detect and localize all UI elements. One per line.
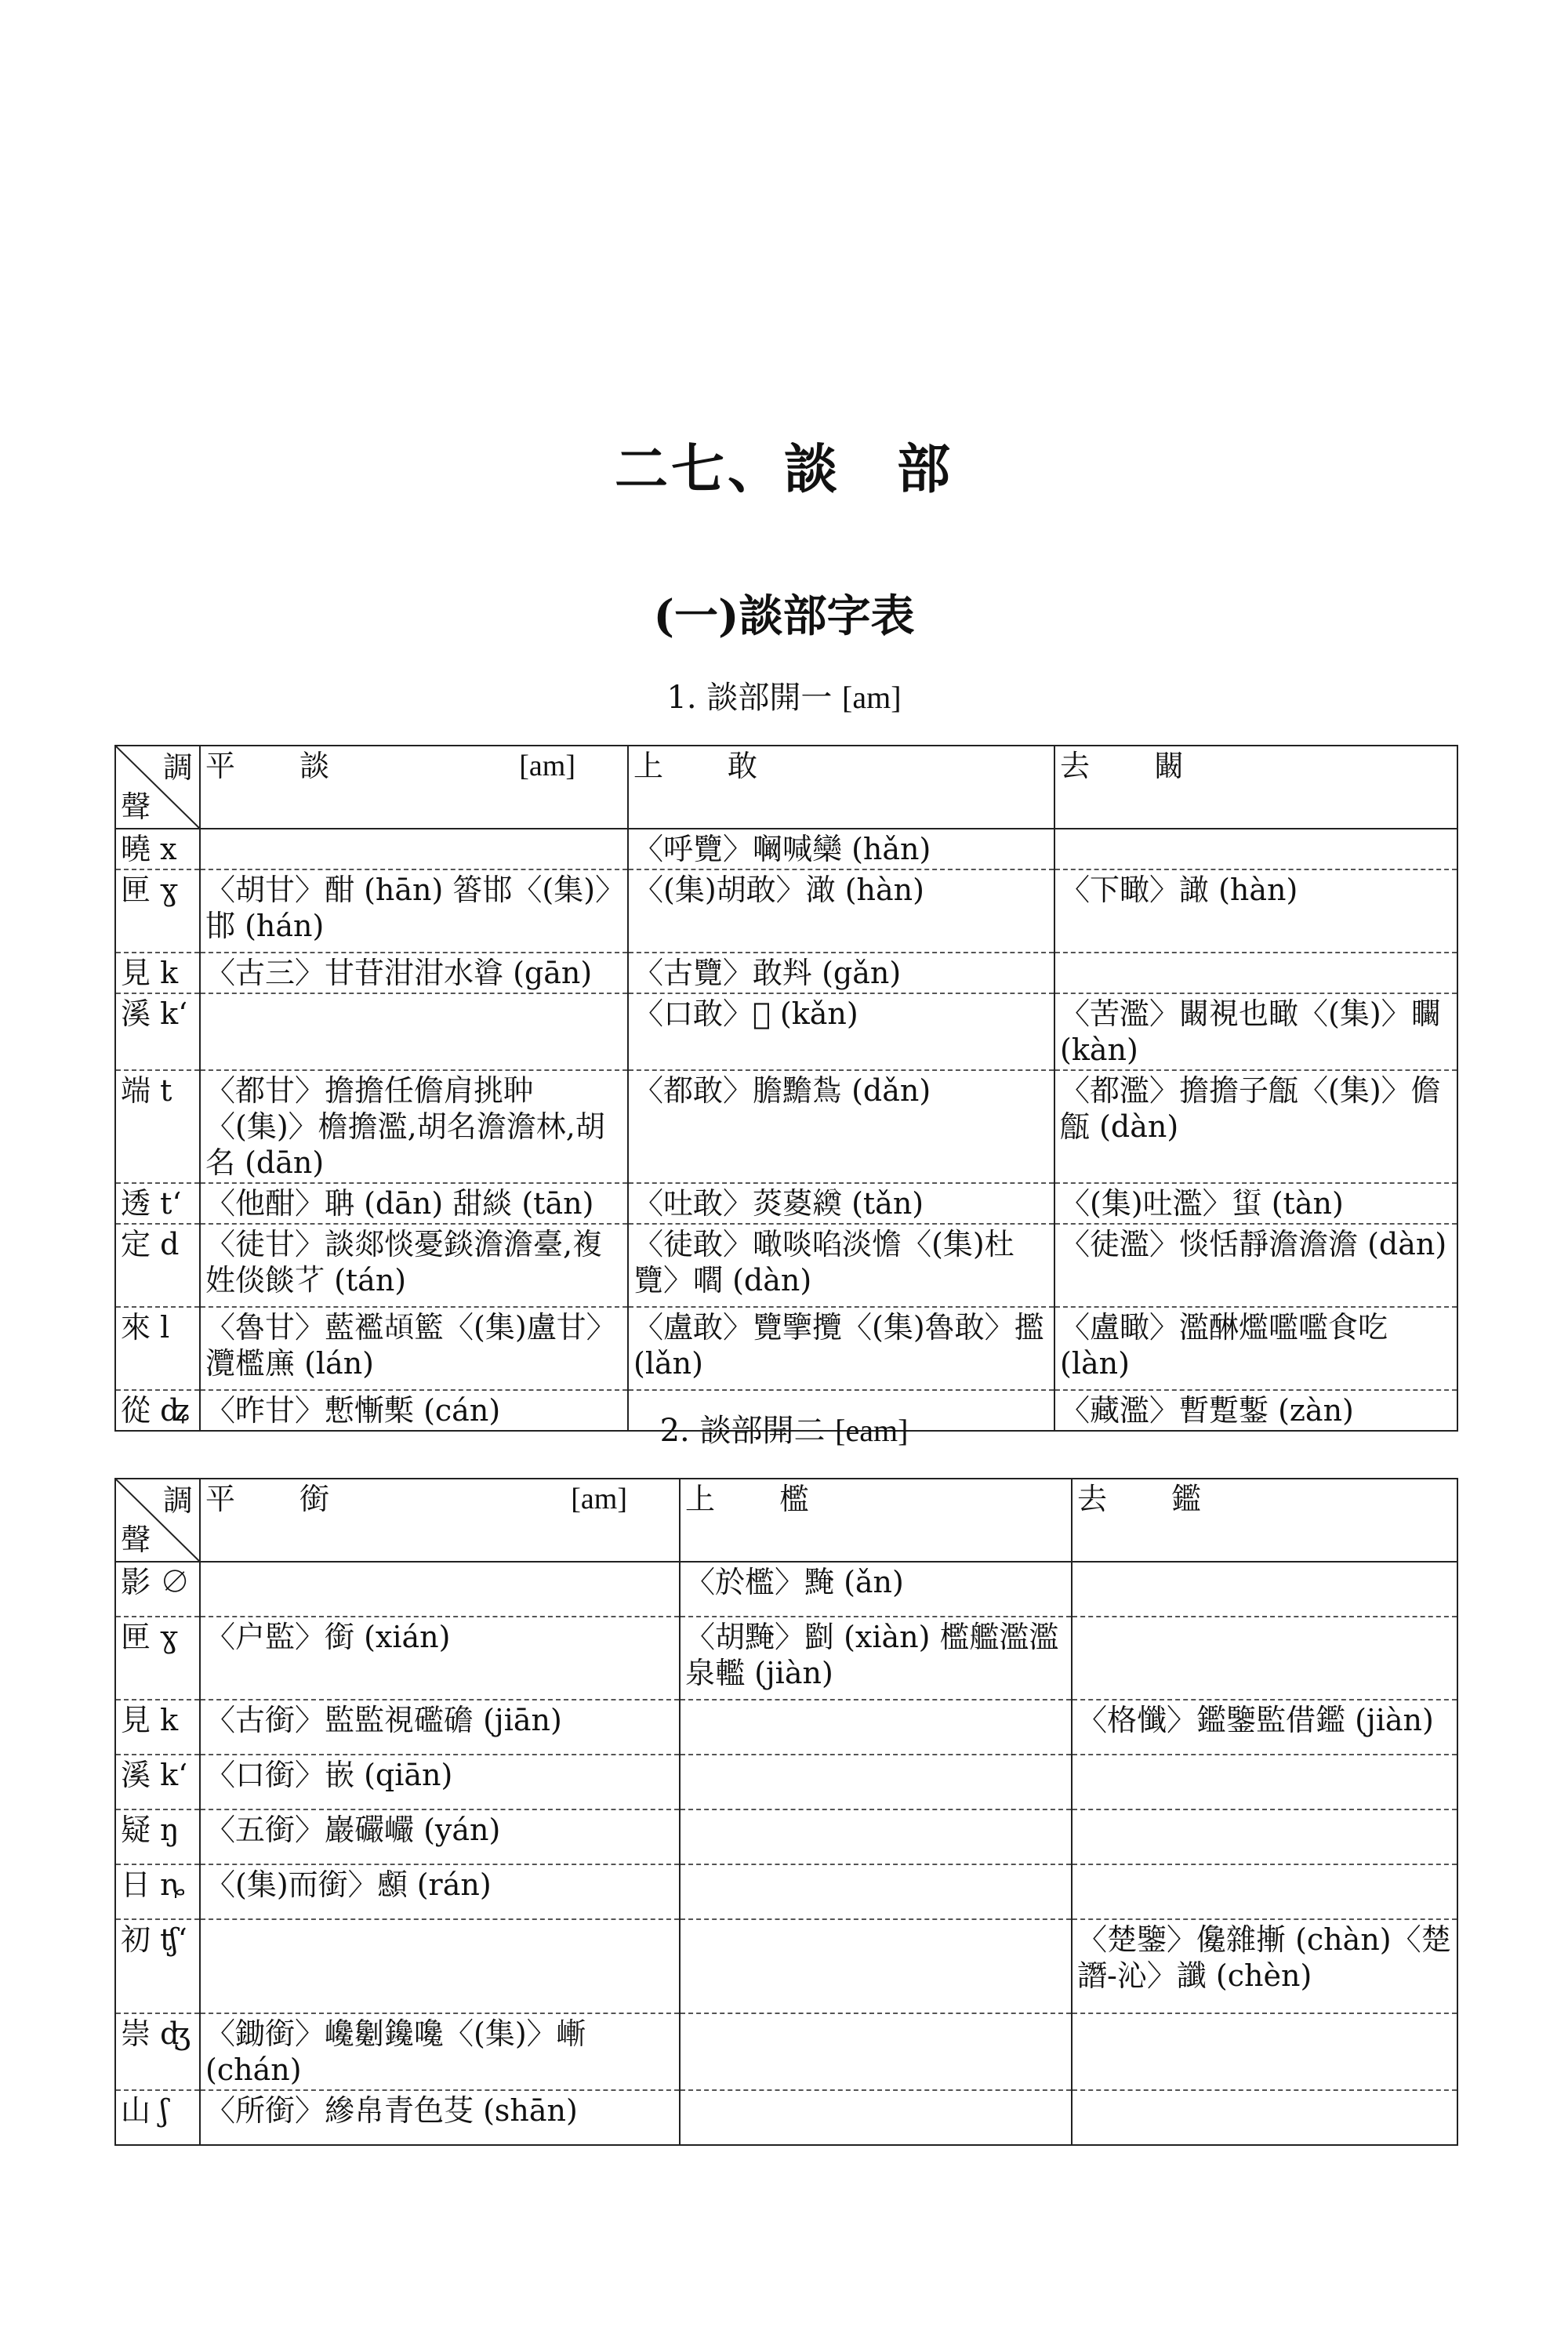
rhyme-cell: [1072, 1755, 1457, 1809]
rhyme-cell: [1072, 1617, 1457, 1700]
rhyme-cell: 〈於檻〉黤 (ǎn): [680, 1562, 1072, 1617]
col-ipa: [am]: [571, 1483, 627, 1515]
rhyme-cell: 〈(集)胡敢〉澉 (hàn): [628, 869, 1054, 953]
col-header-qu: [1054, 746, 1457, 829]
rhyme-cell: 〈都甘〉擔擔任儋肩挑𦕏〈(集)〉檐擔濫,胡名澹澹林,胡名 (dān): [200, 1070, 628, 1183]
rhyme-cell: 〈呼覽〉㘎喊欒 (hǎn): [628, 829, 1054, 869]
rhyme-cell: [680, 1919, 1072, 2013]
col-tone: 平: [205, 1482, 236, 1516]
rhyme-cell: 〈吐敢〉菼葼𦅆 (tǎn): [628, 1183, 1054, 1224]
rhyme-cell: [680, 1864, 1072, 1919]
table-row: [115, 1809, 1457, 1864]
col-tone: 上: [685, 1482, 716, 1516]
rhyme-cell: [1072, 1562, 1457, 1617]
corner-initial-label: 聲: [121, 1523, 151, 1557]
initial-cell: 透 t‘: [115, 1183, 200, 1224]
table-2-heading-text: 2. 談部開二: [659, 1413, 826, 1449]
table-row: [115, 1183, 1457, 1224]
rhyme-cell: [1072, 2090, 1457, 2145]
initial-cell: 曉 x: [115, 829, 200, 869]
rhyme-cell: [200, 993, 628, 1070]
table-row: [115, 1307, 1457, 1390]
col-rhyme-char: 銜: [299, 1482, 330, 1516]
rhyme-cell: 〈徒濫〉惔恬靜澹澹澹 (dàn): [1054, 1224, 1457, 1307]
initial-cell: 從 ʥ: [115, 1390, 200, 1431]
col-tone: 去: [1060, 749, 1091, 783]
initial-cell: 見 k: [115, 953, 200, 993]
initial-cell: 疑 ŋ: [115, 1809, 200, 1864]
rhyme-cell: 〈徒敢〉噉啖啗淡憺〈(集)杜覽〉嚪 (dàn): [628, 1224, 1054, 1307]
rhyme-cell: 〈古三〉甘苷泔泔水㽏 (gān): [200, 953, 628, 993]
initial-cell: 日 ȵ: [115, 1864, 200, 1919]
rhyme-cell: [680, 2090, 1072, 2145]
initial-cell: 定 d: [115, 1224, 200, 1307]
rhyme-cell: 〈藏濫〉暫蹔鏨 (zàn): [1054, 1390, 1457, 1431]
col-header-qu: [1072, 1479, 1457, 1562]
rhyme-cell: 〈魯甘〉藍襤𩑶籃〈(集)盧甘〉灠檻㢘 (lán): [200, 1307, 628, 1390]
table-row: [115, 1864, 1457, 1919]
table-row: [115, 1755, 1457, 1809]
rhyme-cell: 〈鋤銜〉巉劖鑱嚵〈(集)〉嶃 (chán): [200, 2013, 680, 2090]
col-tone: 上: [633, 749, 664, 783]
rhyme-cell: [680, 1809, 1072, 1864]
rhyme-cell: 〈徒甘〉談郯惔憂錟澹澹臺,複姓倓餤𦫻 (tán): [200, 1224, 628, 1307]
table-row: [115, 1070, 1457, 1183]
table-row: [115, 829, 1457, 869]
col-ipa: [am]: [519, 750, 575, 782]
rhyme-cell: [1054, 829, 1457, 869]
col-rhyme-char: 鑑: [1171, 1482, 1202, 1516]
rhyme-cell: 〈他酣〉聃 (dān) 甜緂 (tān): [200, 1183, 628, 1224]
rhyme-cell: [200, 829, 628, 869]
table-row: [115, 1919, 1457, 2013]
initial-cell: 匣 ɣ: [115, 1617, 200, 1700]
rhyme-cell: [1072, 1864, 1457, 1919]
section-title: (一)談部字表: [653, 590, 915, 642]
rhyme-cell: 〈格懺〉鑑鑒監借鑑 (jiàn): [1072, 1700, 1457, 1755]
rhyme-cell: 〈苦濫〉闞視也瞰〈(集)〉矙 (kàn): [1054, 993, 1457, 1070]
rhyme-cell: [200, 1562, 680, 1617]
table-row: [115, 869, 1457, 953]
rhyme-cell: 〈(集)吐濫〉𧍢 (tàn): [1054, 1183, 1457, 1224]
rhyme-cell: 〈都濫〉擔擔子甔〈(集)〉儋甔 (dàn): [1054, 1070, 1457, 1183]
rhyme-cell: 〈胡黤〉㔋 (xiàn) 檻艦濫濫泉轞 (jiàn): [680, 1617, 1072, 1700]
rhyme-cell: 〈(集)而銜〉䫲 (rán): [200, 1864, 680, 1919]
table-row: [115, 1617, 1457, 1700]
initial-cell: 溪 k‘: [115, 993, 200, 1070]
col-rhyme-char: 談: [299, 749, 330, 783]
table-row: [115, 993, 1457, 1070]
col-rhyme-char: 闞: [1154, 749, 1185, 783]
initial-cell: 影 ∅: [115, 1562, 200, 1617]
table-row: [115, 953, 1457, 993]
rhyme-cell: 〈古覽〉敢㪵 (gǎn): [628, 953, 1054, 993]
col-tone: 平: [205, 749, 236, 783]
rhyme-cell: 〈楚鑒〉儳雜摲 (chàn)〈楚譖-沁〉讖 (chèn): [1072, 1919, 1457, 2013]
rhyme-cell: 〈古銜〉監監視礛䃫 (jiān): [200, 1700, 680, 1755]
table-row: [115, 2090, 1457, 2145]
rhyme-cell: [680, 2013, 1072, 2090]
rhyme-cell: [680, 1700, 1072, 1755]
initial-cell: 溪 k‘: [115, 1755, 200, 1809]
initial-cell: 崇 ʤ: [115, 2013, 200, 2090]
initial-cell: 端 t: [115, 1070, 200, 1183]
rhyme-cell: 〈都敢〉膽黵𩿤 (dǎn): [628, 1070, 1054, 1183]
page-title: 二七、談 部: [614, 438, 953, 501]
col-tone: 去: [1077, 1482, 1108, 1516]
rhyme-cell: 〈口銜〉嵌 (qiān): [200, 1755, 680, 1809]
rhyme-cell: [680, 1755, 1072, 1809]
rhyme-cell: [1072, 1809, 1457, 1864]
rhyme-cell: 〈五銜〉巖礹巗 (yán): [200, 1809, 680, 1864]
corner-cell: [115, 1479, 200, 1562]
table-row: [115, 1224, 1457, 1307]
rhyme-cell: 〈口敢〉𧆞 (kǎn): [628, 993, 1054, 1070]
col-header-shang: [680, 1479, 1072, 1562]
col-rhyme-char: 檻: [779, 1482, 810, 1516]
col-header-ping: [200, 1479, 680, 1562]
rhyme-table-1: [114, 745, 1458, 1432]
table-row: [115, 1700, 1457, 1755]
rhyme-table-2: [114, 1478, 1458, 2146]
col-header-ping: [200, 746, 628, 829]
col-header-shang: [628, 746, 1054, 829]
col-rhyme-char: 敢: [728, 749, 758, 783]
rhyme-cell: 〈盧瞰〉濫醂爁嚂嚂食吃 (làn): [1054, 1307, 1457, 1390]
corner-tone-label: 調: [162, 1483, 193, 1518]
table-2-heading-ipa: [eam]: [835, 1413, 909, 1448]
table-row: [115, 1562, 1457, 1617]
rhyme-cell: 〈所銜〉縿帛青色芟 (shān): [200, 2090, 680, 2145]
table-2-heading: [0, 1406, 1568, 1450]
initial-cell: 來 l: [115, 1307, 200, 1390]
table-header-row: [115, 746, 1457, 829]
corner-cell: [115, 746, 200, 829]
rhyme-cell: 〈胡甘〉酣 (hān) 䈋邯〈(集)〉邯 (hán): [200, 869, 628, 953]
table-header-row: [115, 1479, 1457, 1562]
rhyme-cell: 〈户監〉銜 (xián): [200, 1617, 680, 1700]
table-row: [115, 2013, 1457, 2090]
table-1-heading: [0, 673, 1568, 717]
initial-cell: 見 k: [115, 1700, 200, 1755]
rhyme-cell: [1072, 2013, 1457, 2090]
rhyme-cell: [200, 1919, 680, 2013]
initial-cell: 匣 ɣ: [115, 869, 200, 953]
table-1-heading-ipa: [am]: [842, 680, 902, 715]
corner-tone-label: 調: [162, 750, 193, 785]
rhyme-cell: 〈盧敢〉覽擥攬〈(集)魯敢〉㩜 (lǎn): [628, 1307, 1054, 1390]
initial-cell: 初 ʧ‘: [115, 1919, 200, 2013]
corner-initial-label: 聲: [121, 789, 151, 824]
rhyme-cell: 〈昨甘〉慙慚槧 (cán): [200, 1390, 628, 1431]
rhyme-cell: 〈下瞰〉譀 (hàn): [1054, 869, 1457, 953]
initial-cell: 山 ʃ: [115, 2090, 200, 2145]
table-1-heading-text: 1. 談部開一: [666, 680, 833, 716]
rhyme-cell: [1054, 953, 1457, 993]
